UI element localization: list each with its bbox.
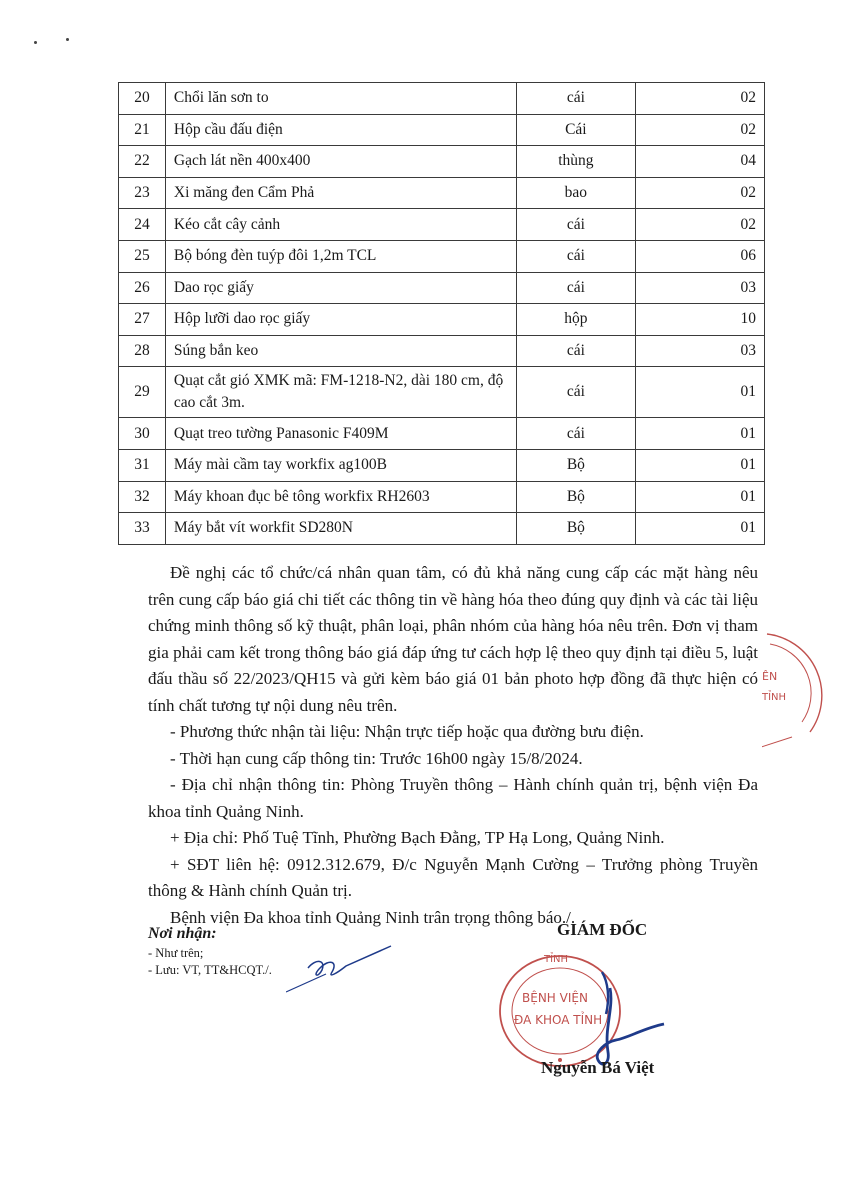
side-stamp-text: TỈNH [762, 692, 787, 703]
item-quantity: 01 [635, 449, 764, 481]
item-number: 29 [119, 367, 166, 418]
item-unit: Bộ [517, 481, 636, 513]
item-quantity: 03 [635, 272, 764, 304]
table-row [119, 272, 765, 304]
side-stamp [762, 622, 842, 762]
item-quantity: 01 [635, 481, 764, 513]
item-unit: cái [517, 418, 636, 450]
item-name: Xi măng đen Cẩm Phả [165, 177, 516, 209]
item-name: Quạt treo tường Panasonic F409M [165, 418, 516, 450]
item-unit: Cái [517, 114, 636, 146]
recipient-line: - Lưu: VT, TT&HCQT./. [148, 963, 272, 977]
item-unit: hộp [517, 304, 636, 336]
signer-title: GIÁM ĐỐC [557, 920, 648, 939]
recipient-line: - Như trên; [148, 946, 204, 960]
table-row [119, 418, 765, 450]
item-number: 33 [119, 513, 166, 545]
table-row [119, 240, 765, 272]
item-unit: cái [517, 272, 636, 304]
item-name: Dao rọc giấy [165, 272, 516, 304]
item-name: Gạch lát nền 400x400 [165, 146, 516, 178]
item-unit: cái [517, 83, 636, 115]
item-quantity: 06 [635, 240, 764, 272]
item-name: Kéo cắt cây cảnh [165, 209, 516, 241]
item-quantity: 01 [635, 418, 764, 450]
item-quantity: 04 [635, 146, 764, 178]
request-paragraph: Đề nghị các tổ chức/cá nhân quan tâm, có đủ khả năng cung cấp các mặt hàng nêu trên cung cấp báo giá chi tiết các thông tin về hàng hóa theo đúng quy định và các tài liệu chứng minh thông số kỹ thuật, phân loại, phân nhóm của hàng hóa nêu trên. Đơn vị tham gia phải cam kết trong thông báo giá đáp ứng tư cách hợp lệ theo quy định tại điều 5, luật đấu thầu số 22/2023/QH15 và gửi kèm báo giá 01 bản photo hợp đồng đã thực hiện có tính chất tương tự nội dung nêu trên. [148, 563, 758, 715]
item-unit: thùng [517, 146, 636, 178]
item-number: 20 [119, 83, 166, 115]
item-number: 31 [119, 449, 166, 481]
item-number: 27 [119, 304, 166, 336]
item-unit: cái [517, 209, 636, 241]
item-number: 22 [119, 146, 166, 178]
item-unit: cái [517, 335, 636, 367]
item-name: Hộp lưỡi dao rọc giấy [165, 304, 516, 336]
item-name: Máy mài cầm tay workfix ag100B [165, 449, 516, 481]
table-row [119, 367, 765, 418]
closing-line: Bệnh viện Đa khoa tỉnh Quảng Ninh trân trọng thông báo./. [170, 907, 576, 927]
item-quantity: 01 [635, 367, 764, 418]
item-quantity: 02 [635, 114, 764, 146]
table-row [119, 146, 765, 178]
contact-phone: + SĐT liên hệ: 0912.312.679, Đ/c Nguyễn Mạnh Cường – Trưởng phòng Truyền thông & Hành chính Quản trị. [148, 854, 758, 900]
item-unit: bao [517, 177, 636, 209]
item-name: Bộ bóng đèn tuýp đôi 1,2m TCL [165, 240, 516, 272]
initials-signature [286, 944, 396, 994]
seal-top-text: TỈNH [544, 954, 569, 965]
street-address: + Địa chỉ: Phố Tuệ Tĩnh, Phường Bạch Đằng, TP Hạ Long, Quảng Ninh. [170, 828, 665, 847]
item-quantity: 02 [635, 209, 764, 241]
table-row [119, 114, 765, 146]
item-name: Máy khoan đục bê tông workfix RH2603 [165, 481, 516, 513]
item-name: Quạt cắt gió XMK mã: FM-1218-N2, dài 180 cm, độ cao cắt 3m. [165, 367, 516, 418]
item-number: 24 [119, 209, 166, 241]
item-quantity: 02 [635, 177, 764, 209]
items-table [118, 82, 765, 545]
side-stamp-text: ÊN [762, 670, 778, 683]
table-row [119, 83, 765, 115]
deadline: - Thời hạn cung cấp thông tin: Trước 16h00 ngày 15/8/2024. [170, 748, 583, 768]
item-quantity: 01 [635, 513, 764, 545]
seal-text: ĐA KHOA TỈNH [514, 1013, 603, 1027]
item-unit: Bộ [517, 449, 636, 481]
item-quantity: 02 [635, 83, 764, 115]
signer-name: Nguyễn Bá Việt [541, 1058, 655, 1077]
table-row [119, 481, 765, 513]
item-name: Hộp cầu đấu điện [165, 114, 516, 146]
table-row [119, 513, 765, 545]
seal-text: BỆNH VIỆN [522, 991, 588, 1005]
recipients-title: Nơi nhận: [148, 925, 217, 942]
item-name: Súng bắn keo [165, 335, 516, 367]
scan-speck [34, 41, 37, 44]
item-number: 26 [119, 272, 166, 304]
item-number: 32 [119, 481, 166, 513]
table-row [119, 177, 765, 209]
table-row [119, 335, 765, 367]
table-row [119, 449, 765, 481]
table-row [119, 209, 765, 241]
item-quantity: 03 [635, 335, 764, 367]
item-number: 30 [119, 418, 166, 450]
receive-method: - Phương thức nhận tài liệu: Nhận trực tiếp hoặc qua đường bưu điện. [170, 722, 644, 741]
item-number: 25 [119, 240, 166, 272]
item-number: 21 [119, 114, 166, 146]
item-unit: Bộ [517, 513, 636, 545]
table-row [119, 304, 765, 336]
item-quantity: 10 [635, 304, 764, 336]
notice-body [148, 560, 758, 931]
item-name: Máy bắt vít workfit SD280N [165, 513, 516, 545]
item-unit: cái [517, 367, 636, 418]
item-unit: cái [517, 240, 636, 272]
item-number: 28 [119, 335, 166, 367]
item-name: Chổi lăn sơn to [165, 83, 516, 115]
item-number: 23 [119, 177, 166, 209]
scan-speck [66, 38, 69, 41]
receiving-address: - Địa chỉ nhận thông tin: Phòng Truyền thông – Hành chính quản trị, bệnh viện Đa khoa tỉnh Quảng Ninh. [148, 775, 758, 821]
